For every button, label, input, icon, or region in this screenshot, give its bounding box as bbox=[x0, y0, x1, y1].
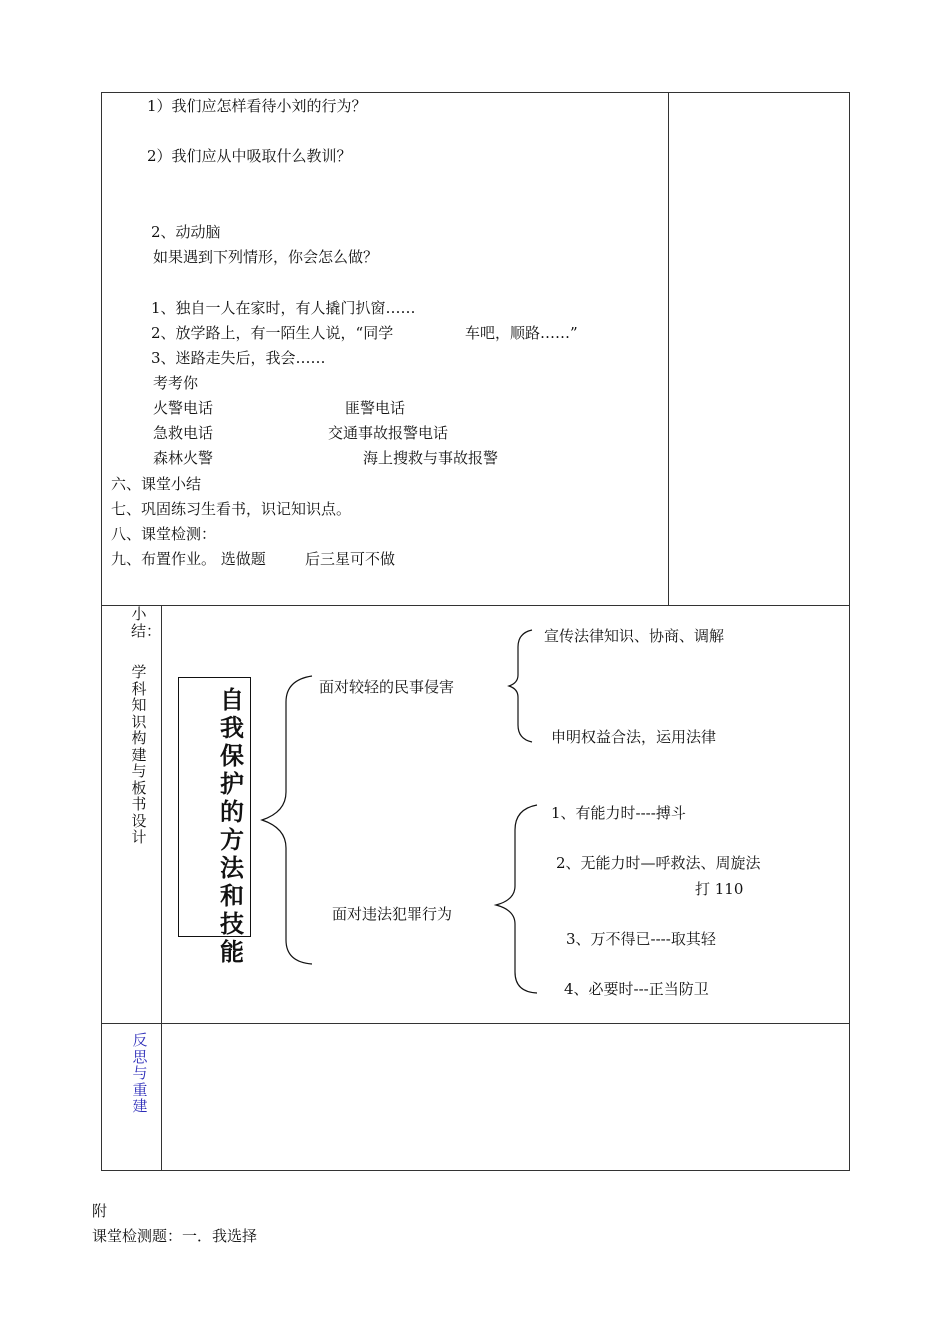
branch1-item-2: 申明权益合法，运用法律 bbox=[551, 728, 717, 746]
main-title: 自我保护的方法和技能 bbox=[220, 686, 244, 966]
table-border-right bbox=[849, 92, 850, 1171]
table-row-divider-1 bbox=[101, 605, 850, 606]
quiz-title: 考考你 bbox=[153, 374, 199, 392]
phone-sea-rescue: 海上搜救与事故报警 bbox=[363, 449, 499, 467]
question-1: 1）我们应怎样看待小刘的行为？ bbox=[147, 97, 367, 115]
activity-prompt: 如果遇到下列情形，你会怎么做？ bbox=[153, 248, 379, 266]
situation-2: 2、放学路上，有一陌生人说，“同学 bbox=[151, 324, 394, 342]
question-2: 2）我们应从中吸取什么教训？ bbox=[147, 147, 352, 165]
branch2-item-2: 2、无能力时—呼救法、周旋法 bbox=[556, 854, 761, 872]
table-label-col-divider bbox=[161, 605, 162, 1171]
branch2-label: 面对违法犯罪行为 bbox=[332, 905, 453, 923]
phone-traffic: 交通事故报警电话 bbox=[328, 424, 449, 442]
step-9: 九、布置作业。 选做题 bbox=[111, 550, 266, 568]
step-7: 七、巩固练习生看书，识记知识点。 bbox=[111, 500, 352, 518]
branch2-item-1: 1、有能力时----搏斗 bbox=[551, 804, 686, 822]
test-title: 课堂检测题：一．我选择 bbox=[92, 1227, 258, 1245]
table-divider-top-col bbox=[668, 92, 669, 605]
table-border-top bbox=[101, 92, 850, 93]
phone-forest-fire: 森林火警 bbox=[153, 449, 214, 467]
phone-fire: 火警电话 bbox=[153, 399, 214, 417]
phone-police: 匪警电话 bbox=[345, 399, 406, 417]
table-border-left bbox=[101, 92, 102, 1171]
summary-side-label: 学科知识构建与板书设计 bbox=[131, 663, 147, 846]
phone-ambulance: 急救电话 bbox=[153, 424, 214, 442]
situation-1: 1、独自一人在家时，有人撬门扒窗…… bbox=[151, 299, 416, 317]
main-brace bbox=[258, 672, 314, 968]
table-border-bottom bbox=[101, 1170, 850, 1171]
branch1-brace bbox=[506, 627, 534, 745]
branch1-label: 面对较轻的民事侵害 bbox=[319, 678, 455, 696]
situation-2-cont: 车吧，顺路……” bbox=[465, 324, 578, 342]
step-9-cont: 后三星可不做 bbox=[305, 550, 396, 568]
table-row-divider-2 bbox=[101, 1023, 850, 1024]
branch1-item-1: 宣传法律知识、协商、调解 bbox=[544, 627, 725, 645]
branch2-item-3: 3、万不得已----取其轻 bbox=[566, 930, 716, 948]
branch2-brace bbox=[493, 802, 539, 996]
appendix-label: 附 bbox=[92, 1202, 108, 1220]
reflection-label: 反思与重建 bbox=[132, 1031, 148, 1115]
step-8: 八、课堂检测： bbox=[111, 525, 217, 543]
branch2-item-2-cont: 打 110 bbox=[695, 880, 744, 898]
activity-title: 2、动动脑 bbox=[151, 223, 221, 241]
branch2-item-4: 4、必要时---正当防卫 bbox=[564, 980, 709, 998]
step-6: 六、课堂小结 bbox=[111, 475, 202, 493]
summary-side-label-top: 小结： bbox=[131, 605, 162, 640]
situation-3: 3、迷路走失后，我会…… bbox=[151, 349, 326, 367]
